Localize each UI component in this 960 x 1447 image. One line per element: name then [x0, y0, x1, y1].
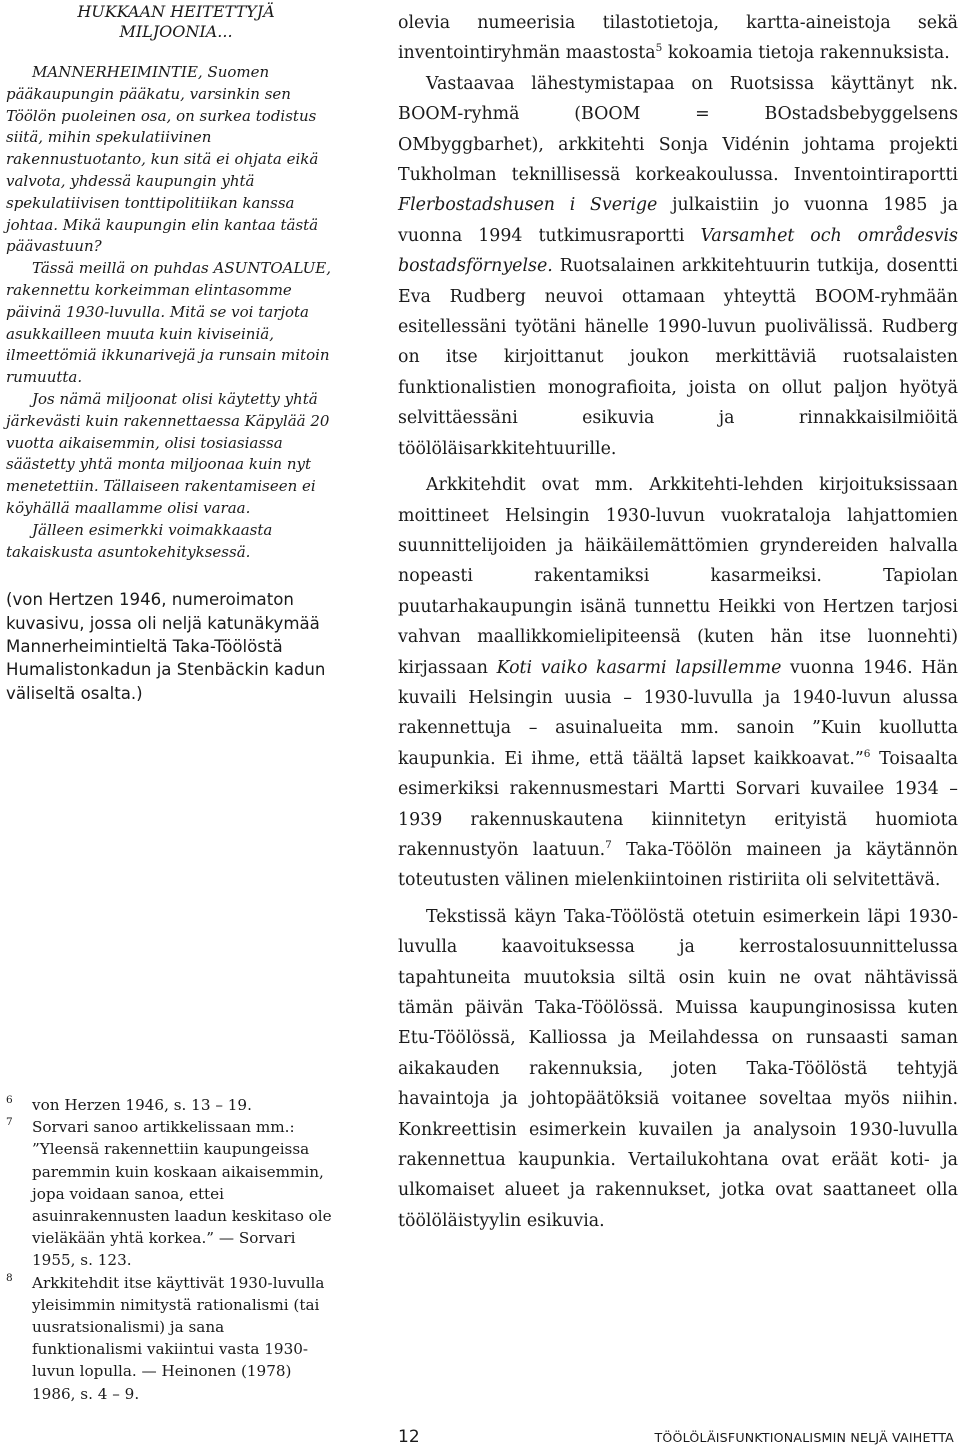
footnote [6, 1094, 338, 1116]
page-number: 12 [398, 1427, 420, 1447]
footnote [6, 1116, 338, 1271]
body-paragraph-1 [398, 8, 958, 69]
body-text: julkaistiin jo vuonna 1985 ja vuonna 1994 tutkimusraportti [398, 195, 958, 246]
main-text-column [398, 8, 958, 1236]
book-title: Varsamhet och områdesvis bostadsförnyelse. [398, 225, 958, 277]
body-paragraph-3 [398, 470, 958, 896]
body-text: Vastaavaa lähestymistapaa on Ruotsissa käyttänyt nk. BOOM-ryhmä (BOOM = BOstadsbebyggelsens OMbyggbarhet), arkkitehti Sonja Vidénin johtama projekti Tukholman teknillisessä korkeakoulussa. Inventointiraportti [398, 73, 958, 186]
footnote-text: von Herzen 1946, s. 13 – 19. [32, 1096, 252, 1114]
quote-heading-line2: MILJOONIA... [119, 22, 233, 41]
quote-paragraph-1: MANNERHEIMINTIE, Suomen pääkaupungin pääkatu, varsinkin sen Töölön puoleinen osa, on surkea todistus siitä, mihin spekulatiivinen rakennustuotanto, kun sitä ei ohjata eikä valvota, yhdessä kaupungin yhtä spekulatiivisen tonttipolitiikan kanssa johtaa. Mikä kaupungin elin kantaa tästä päävastuun? [6, 63, 319, 256]
body-paragraph-2 [398, 69, 958, 464]
footnote-ref: 6 [863, 747, 871, 760]
left-column [6, 2, 346, 705]
footnote-number: 7 [6, 1116, 13, 1129]
source-caption: (von Hertzen 1946, numeroimaton kuvasivu, jossa oli neljä katunäkymää Mannerheimintieltä Taka-Töölöstä Humalistonkadun ja Stenbäckin kadun väliseltä osalta.) [6, 590, 326, 703]
quote-heading-line1: HUKKAAN HEITETTYJÄ [77, 2, 275, 21]
quote-paragraph-2: Tässä meillä on puhdas ASUNTOALUE, rakennettu korkeimman elintasomme päivinä 1930-luvulla. Mitä se voi tarjota asukkailleen muuta kuin kiviseiniä, ilmeettömiä ikkunarivejä ja runsain mitoin rumuutta. [6, 259, 331, 387]
body-text: vuonna 1946. Hän kuvaili Helsingin uusia – 1930-luvulla ja 1940-luvun alussa rakennettuja – asuinalueita mm. sanoin ”Kuin kuollutta kaupunkia. Ei ihme, että täältä lapset kaikkoavat.” [398, 657, 958, 769]
footnote-text: Sorvari sanoo artikkelissaan mm.: ”Yleensä rakennettiin kaupungeissa paremmin kuin koskaan aikaisemmin, jopa voidaan sanoa, ettei asuinrakennusten laadun keskitaso ole vieläkään yhtä korkea.” — Sorvari 1955, s. 123. [32, 1118, 332, 1270]
quote-paragraph-4: Jälleen esimerkki voimakkaasta takaiskusta asuntokehityksessä. [6, 520, 273, 561]
footnote-ref: 7 [605, 839, 612, 852]
body-text: Ruotsalainen arkkitehtuurin tutkija, dosentti Eva Rudberg neuvoi ottamaan yhteyttä BOOM-ryhmään esitellessäni työtäni hänelle 1990-luvun puolivälissä. Rudberg on itse kirjoittanut joukon merkittäviä ruotsalaisten funktionalistien monografioita, joista on ollut paljon hyötyä selvittäessäni esikuvia ja rinnakkaisilmiöitä töölöläisarkkitehtuurille. [398, 256, 958, 459]
body-text: Arkkitehdit ovat mm. Arkkitehti-lehden kirjoituksissaan moittineet Helsingin 1930-luvun vuokrataloja lahjattomien suunnittelijoiden ja häikäilemättömien gryndereiden halvalla nopeasti rakentamiksi kasarmeiksi. Tapiolan puutarhakaupungin isänä tunnettu Heikki von Hertzen tarjosi vahvan maallikkomielipiteensä (kuten hän itse luonnehti) kirjassaan [398, 475, 958, 678]
body-paragraph-4: Tekstissä käyn Taka-Töölöstä otetuin esimerkein läpi 1930-luvulla kaavoituksessa ja kerrostalosuunnittelussa tapahtuneita muutoksia siltä osin kuin ne ovat nähtävissä tämän päivän Taka-Töölössä. Muissa kaupunginosissa kuten Etu-Töölössä, Kalliossa ja Meilahdessa on runsaasti saman aikakauden rakennuksia, joten Taka-Töölöstä tehtyjä havaintoja ja johtopäätöksiä voitanee soveltaa myös niihin. Konkreettisin esimerkein kuvailen ja analysoin 1930-luvulla rakennettua kaupunkia. Vertailukohtana ovat eräät koti- ja ulkomaiset alueet ja rakennukset, jotka ovat saattaneet olla töölöläistyylin esikuvia. [398, 906, 958, 1231]
footnote [6, 1272, 338, 1405]
book-title: Koti vaiko kasarmi lapsillemme [496, 657, 782, 678]
footnote-number: 6 [6, 1094, 13, 1106]
running-head: TÖÖLÖLÄISFUNKTIONALISMIN NELJÄ VAIHETTA [654, 1430, 954, 1445]
footnote-ref: 5 [655, 42, 663, 55]
footnotes [6, 1094, 338, 1405]
body-text: Toisaalta esimerkiksi rakennusmestari Martti Sorvari kuvailee 1934 – 1939 rakennuskautena kiinnitetyn erityistä huomiota rakennustyön laatuun. [398, 748, 958, 860]
quote-paragraph-3: Jos nämä miljoonat olisi käytetty yhtä järkevästi kuin rakennettaessa Käpylää 20 vuotta aikaisemmin, olisi tosiasiassa säästetty yhtä monta miljoonaa kuin nyt menetettiin. Tällaiseen rakentamiseen ei köyhällä maallamme olisi varaa. [6, 389, 330, 517]
footnote-number: 8 [6, 1271, 13, 1284]
body-text: kokoamia tietoja rakennuksista. [662, 43, 950, 64]
body-text: Taka-Töölön maineen ja käytännön toteutusten välinen mielenkiintoinen ristiriita oli selvitettävä. [398, 839, 958, 891]
body-text: olevia numeerisia tilastotietoja, kartta-aineistoja sekä inventointiryhmän maastosta [398, 13, 958, 64]
book-title: Flerbostadshusen i Sverige [398, 195, 658, 216]
footnote-text: Arkkitehdit itse käyttivät 1930-luvulla yleisimmin nimitystä rationalismi (tai uusratsionalismi) ja sana funktionalismi vakiintui vasta 1930-luvun lopulla. — Heinonen (1978) 1986, s. 4 – 9. [32, 1273, 325, 1403]
quoted-passage [6, 2, 346, 563]
